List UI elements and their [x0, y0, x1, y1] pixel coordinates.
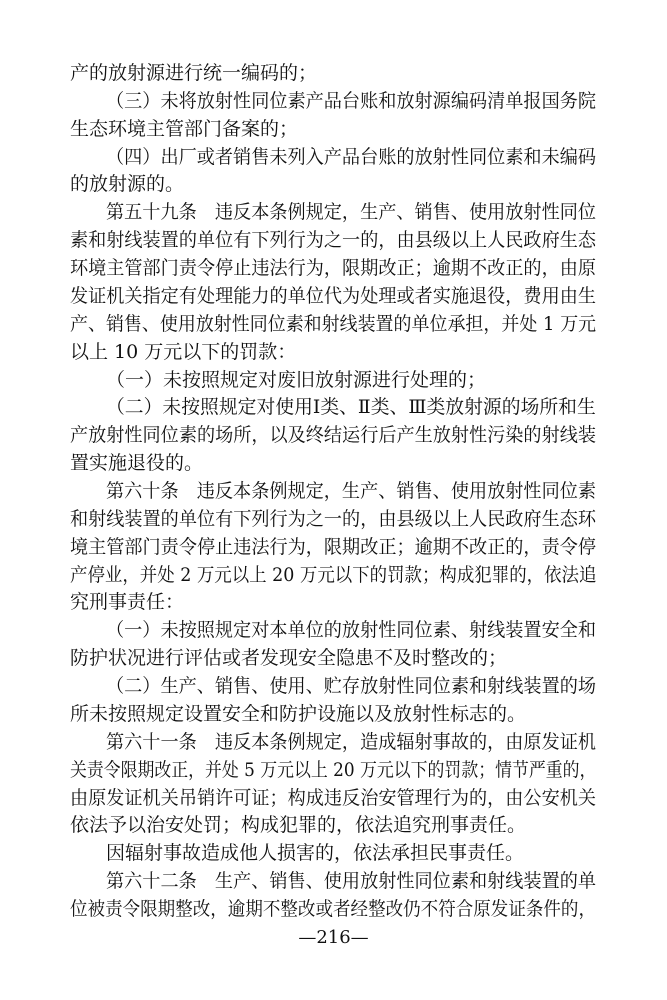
text-line: 以上 10 万元以下的罚款： — [70, 340, 297, 363]
text-line: 和射线装置的单位有下列行为之一的，由县级以上人民政府生态环 — [70, 507, 596, 530]
text-line: 第五十九条 违反本条例规定，生产、销售、使用放射性同位 — [106, 201, 597, 224]
page-number: —216— — [298, 927, 369, 948]
text-line: 防护状况进行评估或者发现安全隐患不及时整改的； — [70, 647, 508, 670]
text-line: 关责令限期改正，并处 5 万元以上 20 万元以下的罚款；情节严重的， — [70, 758, 597, 781]
text-line: （一）未按照规定对废旧放射源进行处理的； — [106, 368, 487, 391]
text-line: 由原发证机关吊销许可证；构成违反治安管理行为的，由公安机关 — [70, 786, 596, 809]
text-line: 究刑事责任： — [70, 591, 185, 614]
text-line: （二）未按照规定对使用Ⅰ类、Ⅱ类、Ⅲ类放射源的场所和生 — [106, 396, 596, 419]
text-line: （二）生产、销售、使用、贮存放射性同位素和射线装置的场 — [106, 675, 597, 698]
text-line: 依法予以治安处罚；构成犯罪的，依法追究刑事责任。 — [70, 814, 527, 837]
text-line: 第六十一条 违反本条例规定，造成辐射事故的，由原发证机 — [106, 730, 597, 753]
text-line: 境主管部门责令停止违法行为，限期改正；逾期不改正的，责令停 — [70, 535, 596, 558]
text-line: 产的放射源进行统一编码的； — [70, 62, 318, 84]
text-line: 的放射源的。 — [70, 173, 185, 196]
text-line: （一）未按照规定对本单位的放射性同位素、射线装置安全和 — [106, 619, 597, 642]
text-line: （三）未将放射性同位素产品台账和放射源编码清单报国务院 — [106, 89, 597, 112]
text-line: 发证机关指定有处理能力的单位代为处理或者实施退役，费用由生 — [70, 284, 596, 307]
text-line: 置实施退役的。 — [70, 452, 204, 475]
text-line: 素和射线装置的单位有下列行为之一的，由县级以上人民政府生态 — [70, 229, 596, 252]
text-line: 第六十条 违反本条例规定，生产、销售、使用放射性同位素 — [106, 480, 597, 502]
text-line: 第六十二条 生产、销售、使用放射性同位素和射线装置的单 — [106, 870, 597, 893]
text-line: 产放射性同位素的场所，以及终结运行后产生放射性污染的射线装 — [70, 424, 596, 447]
text-line: 因辐射事故造成他人损害的，依法承担民事责任。 — [106, 842, 525, 865]
text-line: （四）出厂或者销售未列入产品台账的放射性同位素和未编码 — [106, 145, 597, 168]
text-line: 生态环境主管部门备案的； — [70, 117, 299, 140]
text-line: 环境主管部门责令停止违法行为，限期改正；逾期不改正的，由原 — [70, 257, 596, 280]
text-line: 所未按照规定设置安全和防护设施以及放射性标志的。 — [70, 702, 527, 725]
text-line: 位被责令限期整改，逾期不整改或者经整改仍不符合原发证条件的， — [70, 898, 597, 920]
text-line: 产、销售、使用放射性同位素和射线装置的单位承担，并处 1 万元 — [70, 312, 597, 335]
text-line: 产停业，并处 2 万元以上 20 万元以下的罚款；构成犯罪的，依法追 — [70, 563, 597, 586]
